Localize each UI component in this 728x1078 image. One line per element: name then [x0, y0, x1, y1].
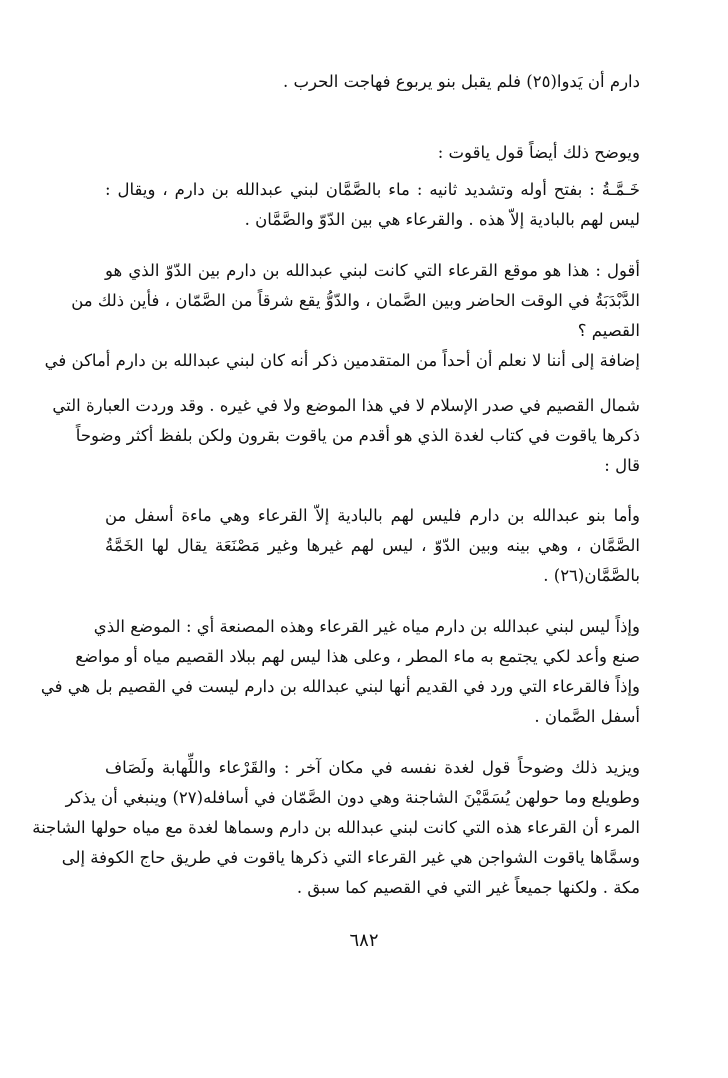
para-7: [40, 617, 640, 737]
para-6-quote: [105, 506, 640, 596]
text-line: صنع وأعد لكي يجتمع به ماء المطر ، وعلى هذا ليس لهم ببلاد القصيم مياه أو مواضع: [75, 647, 640, 666]
para-2-definition: [105, 180, 640, 240]
para-8: [32, 758, 640, 908]
para-0: [105, 72, 640, 102]
text-line: إضافة إلى أننا لا نعلم أن أحداً من المتقدمين ذكر أنه كان لبني عبدالله بن دارم أماكن في: [44, 351, 640, 370]
text-line: مكة . ولكنها جميعاً غير التي في القصيم كما سبق .: [296, 878, 640, 897]
para-1: [105, 143, 640, 173]
text-line: ويزيد ذلك وضوحاً قول لغدة نفسه في مكان آخر : والقَرْعاء واللِّهابة ولَصَاف: [105, 758, 640, 777]
para-3: [71, 261, 640, 351]
text-line: خَـمَّـةُ : بفتح أوله وتشديد ثانيه : ماء بالصَّمَّان لبني عبدالله بن دارم ، ويقال :: [105, 180, 640, 199]
text-line: بالصَّمَّان(٢٦) .: [543, 566, 640, 585]
text-line: وإذاً فالقرعاء التي ورد في القديم أنها لبني عبدالله بن دارم ليست في القصيم بل هي في: [40, 677, 640, 696]
text-line: وأما بنو عبدالله بن دارم فليس لهم بالبادية إلاّ القرعاء وهي ماءة أسفل من: [105, 506, 640, 525]
text-line: المرء أن القرعاء هذه التي كانت لبني عبدالله بن دارم وسماها لغدة مع مياه حولها الشاجنة: [32, 818, 640, 837]
text-line: وسمَّاها ياقوت الشواجن هي غير القرعاء التي ذكرها ياقوت في طريق حاج الكوفة إلى: [61, 848, 640, 867]
text-line: دارم أن يَدوا(٢٥) فلم يقبل بنو يربوع فهاجت الحرب .: [282, 72, 640, 91]
text-line: الصَّمَّان ، وهي بينه وبين الدّوّ ، ليس لهم غيرها وغير مَصْنَعَة يقال لها الخَمَّةُ: [105, 536, 640, 555]
text-line: ليس لهم بالبادية إلاّ هذه . والقرعاء هي بين الدّوّ والصَّمَّان .: [244, 210, 640, 229]
text-line: أقول : هذا هو موقع القرعاء التي كانت لبني عبدالله بن دارم بين الدّوّ الذي هو: [105, 261, 640, 280]
text-line: الدَّبْدَبَةُ في الوقت الحاضر وبين الصَّمان ، والدّوُّ يقع شرقاً من الصَّمّان ، فأين ذلك من: [71, 291, 640, 310]
para-4: [44, 351, 640, 381]
text-line: القصيم ؟: [577, 321, 640, 340]
page-number: ٦٨٢: [349, 930, 379, 951]
text-line: ويوضح ذلك أيضاً قول ياقوت :: [437, 143, 640, 162]
text-line: وإذاً ليس لبني عبدالله بن دارم مياه غير القرعاء وهذه المصنعة أي : الموضع الذي: [93, 617, 640, 636]
text-line: وطويلع وما حولهن يُسَمَّيْنَ الشاجنة وهي دون الصَّمّان في أسافله(٢٧) وينبغي أن يذكر: [65, 788, 640, 807]
text-line: قال :: [604, 456, 640, 475]
para-5: [52, 396, 640, 486]
text-line: أسفل الصَّمان .: [534, 707, 640, 726]
text-line: ذكرها ياقوت في كتاب لغدة الذي هو أقدم من ياقوت بقرون ولكن بلفظ أكثر وضوحاً: [75, 426, 640, 445]
text-line: شمال القصيم في صدر الإسلام لا في هذا الموضع ولا في غيره . وقد وردت العبارة التي: [52, 396, 640, 415]
